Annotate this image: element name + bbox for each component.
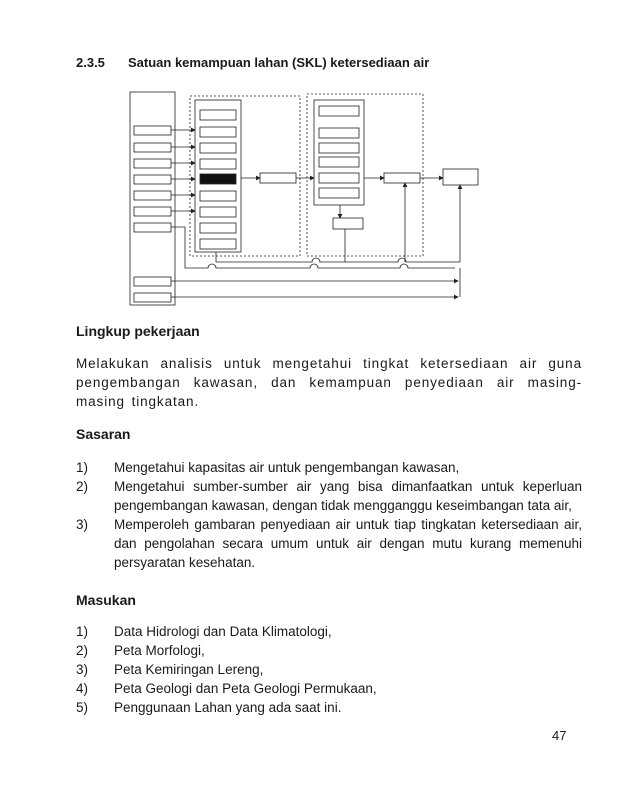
input-box xyxy=(134,126,171,135)
scope-title: Lingkup pekerjaan xyxy=(76,323,200,339)
list-item xyxy=(76,477,582,515)
targets-list xyxy=(76,458,582,572)
list-item-text: Peta Geologi dan Peta Geologi Permukaan, xyxy=(114,681,377,696)
list-item-text: Mengetahui sumber-sumber air yang bisa dimanfaatkan untuk keperluan pengembangan kawasan, dengan tidak mengganggu keseimbangan tata air, xyxy=(114,479,582,513)
list-item-number: 4) xyxy=(76,681,89,696)
input-box xyxy=(134,277,171,286)
result-box xyxy=(319,128,359,138)
input-box xyxy=(134,293,171,302)
list-item xyxy=(76,622,582,641)
input-box xyxy=(134,191,171,200)
analysis-box xyxy=(200,159,236,169)
analysis-box xyxy=(200,127,236,137)
input-box xyxy=(134,159,171,168)
list-item-text: Data Hidrologi dan Data Klimatologi, xyxy=(114,624,332,639)
analysis-box xyxy=(200,223,236,233)
result-box xyxy=(319,173,359,183)
list-item-number: 2) xyxy=(76,479,89,494)
section-title: Satuan kemampuan lahan (SKL) ketersediaan air xyxy=(128,55,430,70)
result-sub-box xyxy=(333,218,363,229)
result-box xyxy=(319,106,359,116)
list-item xyxy=(76,515,582,572)
page-number: 47 xyxy=(552,728,567,743)
list-item-text: Peta Morfologi, xyxy=(114,643,205,658)
analysis-box xyxy=(200,191,236,201)
list-item-number: 1) xyxy=(76,460,89,475)
list-item-text: Penggunaan Lahan yang ada saat ini. xyxy=(114,700,342,715)
analysis-box xyxy=(200,110,236,120)
input-column xyxy=(130,92,175,305)
result-box xyxy=(319,157,359,167)
list-item-number: 3) xyxy=(76,517,89,532)
process-box xyxy=(260,173,296,183)
combine-box xyxy=(384,173,420,183)
result-box xyxy=(319,143,359,153)
inputs-list xyxy=(76,622,582,717)
list-item-text: Peta Kemiringan Lereng, xyxy=(114,662,264,677)
list-item xyxy=(76,660,582,679)
targets-title: Sasaran xyxy=(76,426,131,442)
list-item-text: Mengetahui kapasitas air untuk pengembangan kawasan, xyxy=(114,460,460,475)
analysis-box xyxy=(200,143,236,153)
output-box xyxy=(443,169,478,185)
list-item-number: 2) xyxy=(76,643,89,658)
analysis-box xyxy=(200,207,236,217)
flow-diagram xyxy=(0,0,638,320)
list-item-number: 3) xyxy=(76,662,89,677)
section-number: 2.3.5 xyxy=(76,55,105,70)
result-box xyxy=(319,188,359,198)
analysis-box-highlight xyxy=(200,174,236,184)
input-box xyxy=(134,223,171,232)
list-item xyxy=(76,641,582,660)
input-box xyxy=(134,143,171,152)
scope-text: Melakukan analisis untuk mengetahui tingkat ketersediaan air guna pengembangan kawasan, dan kemampuan penyediaan air masing-masing tingkatan. xyxy=(76,356,582,409)
input-box xyxy=(134,207,171,216)
analysis-box xyxy=(200,239,236,249)
result-group-dashed xyxy=(307,94,423,256)
list-item-number: 1) xyxy=(76,624,89,639)
inputs-title: Masukan xyxy=(76,592,136,608)
list-item-number: 5) xyxy=(76,700,89,715)
list-item xyxy=(76,458,582,477)
list-item xyxy=(76,698,582,717)
list-item xyxy=(76,679,582,698)
input-box xyxy=(134,175,171,184)
list-item-text: Memperoleh gambaran penyediaan air untuk tiap tingkatan ketersediaan air, dan pengolahan secara umum untuk air dengan mutu kurang memenuhi persyaratan kesehatan. xyxy=(114,517,582,570)
